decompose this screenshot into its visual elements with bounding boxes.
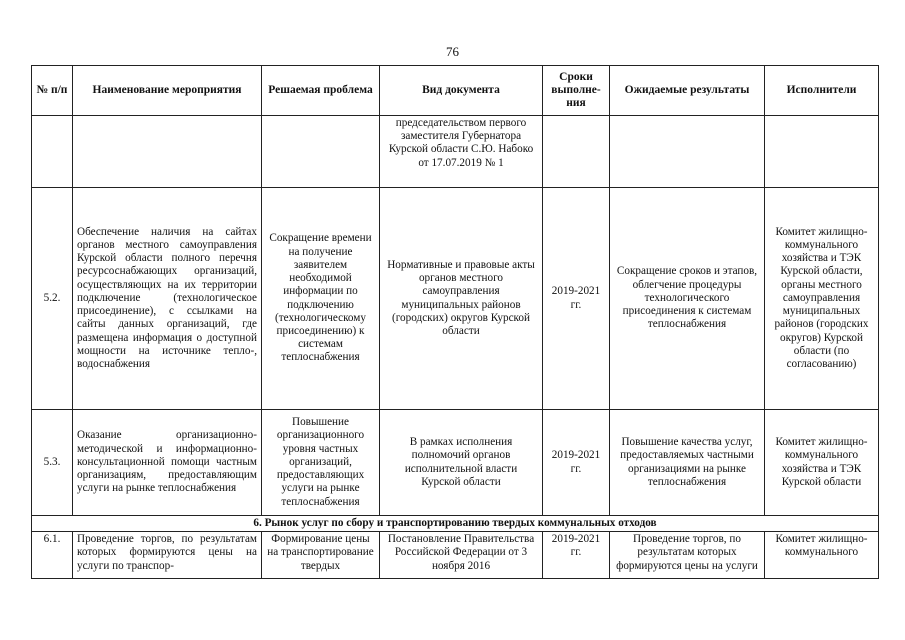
header-doc-type: Вид документа	[380, 66, 543, 116]
cell-executors: Комитет жилищно-коммунального хозяйства и ТЭК Курской области	[765, 410, 879, 516]
cell-results: Проведение торгов, по результатам которых формируются цены на услуги	[610, 532, 765, 579]
header-row	[32, 66, 879, 116]
cell-doc-type: Постановление Правительства Российской Федерации от 3 ноября 2016	[380, 532, 543, 579]
cell-doc-type: председательством первого заместителя Губернатора Курской области С.Ю. Набоко от 17.07.2019 № 1	[380, 116, 543, 188]
cell-name: Проведение торгов, по результатам которых формируются цены на услуги по транспор-	[73, 532, 262, 579]
cell-num: 5.3.	[32, 410, 73, 516]
cell-name: Обеспечение наличия на сайтах органов местного самоуправления Курской области полного перечня ресурсоснабжающих организаций, осуществляющих на их территории подключение (технологическое присоединение), с ссылками на сайты данных организаций, где размещена информация о доступной мощности на источнике тепло-, водоснабжения	[73, 188, 262, 410]
cell-executors: Комитет жилищно-коммунального	[765, 532, 879, 579]
cell-deadline	[543, 116, 610, 188]
cell-deadline: 2019-2021 гг.	[543, 532, 610, 579]
cell-problem: Формирование цены на транспортирование твердых	[262, 532, 380, 579]
header-problem: Решаемая проблема	[262, 66, 380, 116]
cell-name	[73, 116, 262, 188]
header-executors: Исполнители	[765, 66, 879, 116]
cell-results	[610, 116, 765, 188]
cell-problem: Повышение организационного уровня частных организаций, предоставляющих услуги на рынке теплоснабжения	[262, 410, 380, 516]
table-row	[32, 188, 879, 410]
cell-executors: Комитет жилищно-коммунального хозяйства и ТЭК Курской области, органы местного самоуправления муниципальных районов (городских округов) Курской области (по согласованию)	[765, 188, 879, 410]
cell-num: 5.2.	[32, 188, 73, 410]
table-row	[32, 532, 879, 579]
cell-results: Сокращение сроков и этапов, облегчение процедуры технологического присоединения к системам теплоснабжения	[610, 188, 765, 410]
cell-doc-type: Нормативные и правовые акты органов местного самоуправления муниципальных районов (городских) округов Курской области	[380, 188, 543, 410]
cell-num: 6.1.	[32, 532, 73, 579]
section-title: 6. Рынок услуг по сбору и транспортированию твердых коммунальных отходов	[32, 516, 879, 532]
table-row	[32, 116, 879, 188]
cell-problem	[262, 116, 380, 188]
measures-table	[31, 65, 879, 579]
header-deadline: Сроки выполне-ния	[543, 66, 610, 116]
header-num: № п/п	[32, 66, 73, 116]
section-row	[32, 516, 879, 532]
cell-problem: Сокращение времени на получение заявителем необходимой информации по подключению (технологическому присоединению) к системам теплоснабжения	[262, 188, 380, 410]
cell-results: Повышение качества услуг, предоставляемых частными организациями на рынке теплоснабжения	[610, 410, 765, 516]
cell-num	[32, 116, 73, 188]
cell-name: Оказание организационно-методической и информационно-консультационной помощи частным организациям, предоставляющим услуги на рынке теплоснабжения	[73, 410, 262, 516]
header-results: Ожидаемые результаты	[610, 66, 765, 116]
cell-doc-type: В рамках исполнения полномочий органов исполнительной власти Курской области	[380, 410, 543, 516]
cell-executors	[765, 116, 879, 188]
table-row	[32, 410, 879, 516]
header-name: Наименование мероприятия	[73, 66, 262, 116]
cell-deadline: 2019-2021 гг.	[543, 188, 610, 410]
cell-deadline: 2019-2021 гг.	[543, 410, 610, 516]
page-number: 76	[446, 44, 459, 59]
